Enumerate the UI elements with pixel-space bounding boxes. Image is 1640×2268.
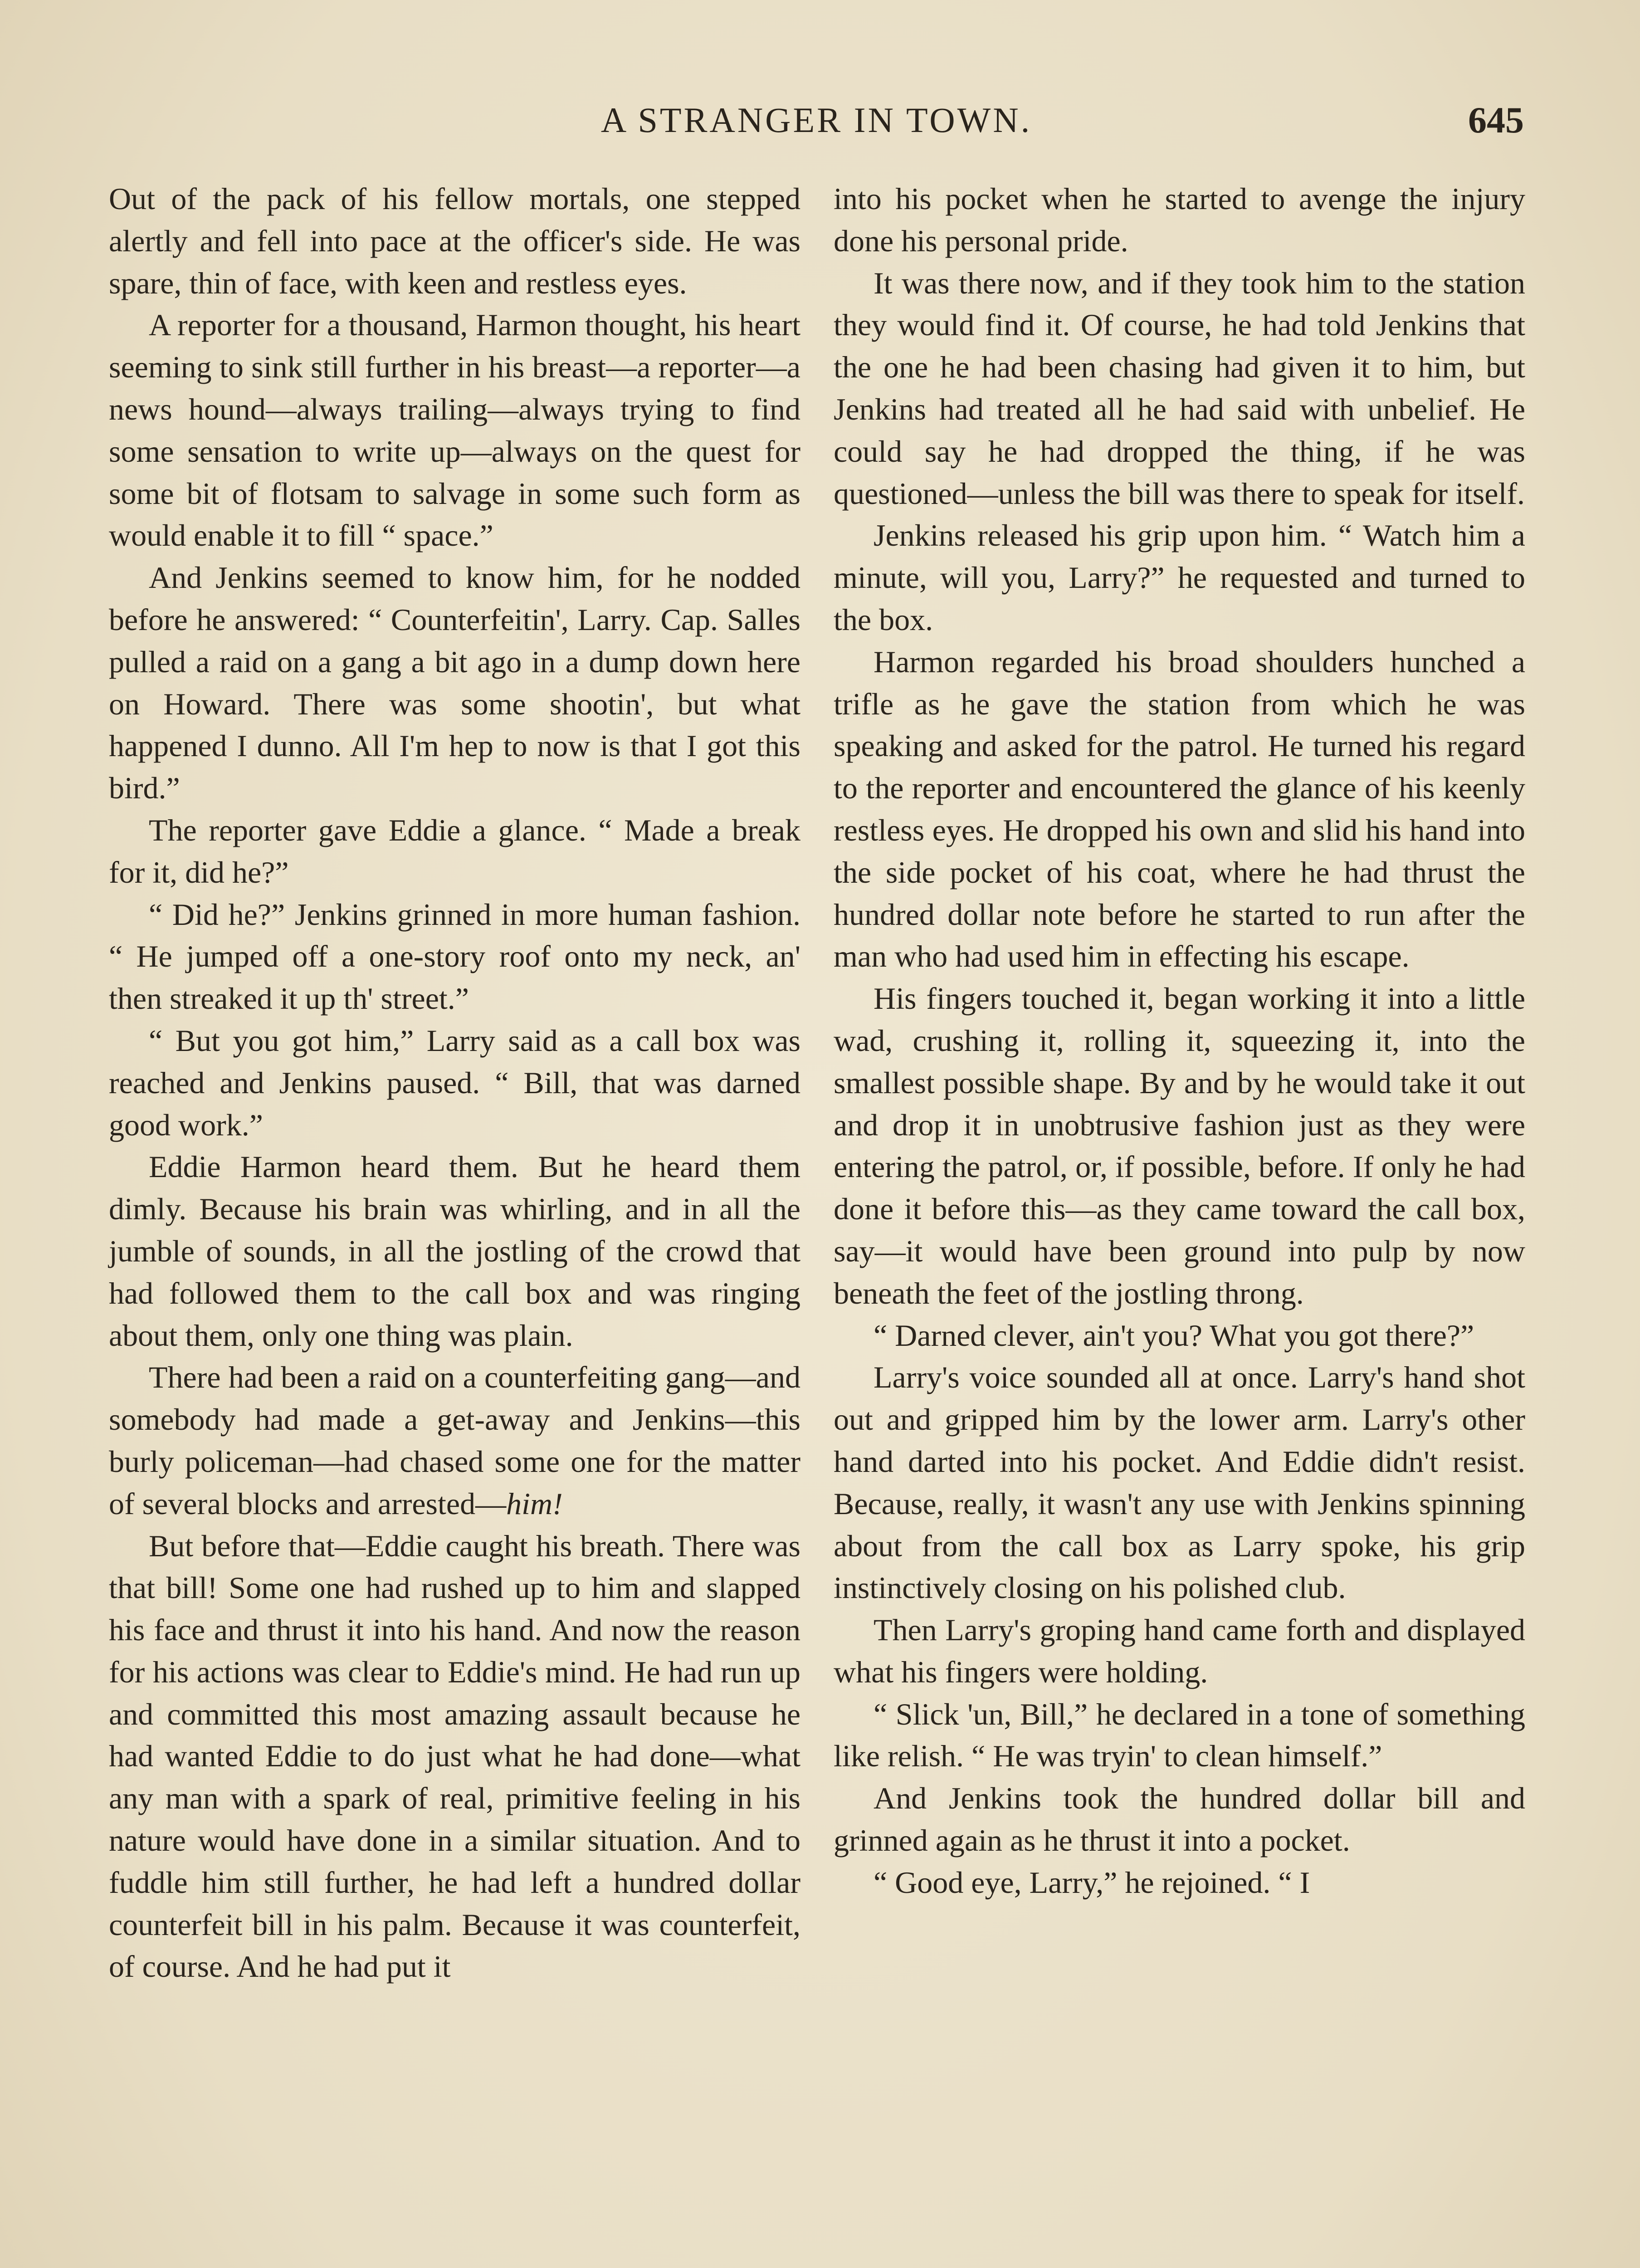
paragraph: And Jenkins seemed to know him, for he nodded before he answered: “ Counterfeitin', Larry. Cap. Salles pulled a raid on a gang a bit ago in a dump down here on Howard. There was some shootin', but what happened I dunno. All I'm hep to now is that I got this bird.”: [109, 560, 800, 806]
paragraph: Jenkins released his grip upon him. “ Watch him a minute, will you, Larry?” he requested and turned to the box.: [834, 518, 1525, 637]
paragraph: “ Darned clever, ain't you? What you got there?”: [874, 1318, 1474, 1353]
text-column-right: [834, 178, 1525, 1904]
page-header: [109, 95, 1524, 145]
paragraph: Eddie Harmon heard them. But he heard them dimly. Because his brain was whirling, and in all the jumble of sounds, in all the jostling of the crowd that had followed them to the call box and was ringing about them, only one thing was plain.: [109, 1149, 800, 1353]
paragraph: “ Good eye, Larry,” he rejoined. “ I: [874, 1865, 1310, 1900]
paragraph: Larry's voice sounded all at once. Larry's hand shot out and gripped him by the lower arm. Larry's other hand darted into his pocket. And Eddie didn't resist. Because, really, it wasn't any use with Jenkins spinning about from the call box as Larry spoke, his grip instinctively closing on his polished club.: [834, 1360, 1525, 1605]
text-column-left: [109, 178, 800, 1988]
paragraph: But before that—Eddie caught his breath. There was that bill! Some one had rushed up to him and slapped his face and thrust it into his hand. And now the reason for his actions was clear to Eddie's mind. He had run up and committed this most amazing assault because he had wanted Eddie to do just what he had done—what any man with a spark of real, primitive feeling in his nature would have done in a similar situation. And to fuddle him still further, he had left a hundred dollar counterfeit bill in his palm. Because it was counterfeit, of course. And he had put it: [109, 1528, 800, 1984]
paragraph: “ Slick 'un, Bill,” he declared in a tone of something like relish. “ He was tryin' to clean himself.”: [834, 1696, 1525, 1774]
paragraph: Harmon regarded his broad shoulders hunched a trifle as he gave the station from which he was speaking and asked for the patrol. He turned his regard to the reporter and encountered the glance of his keenly restless eyes. He dropped his own and slid his hand into the side pocket of his coat, where he had thrust the hundred dollar note before he started to run after the man who had used him in effecting his escape.: [834, 644, 1525, 974]
paragraph: It was there now, and if they took him to the station they would find it. Of course, he had told Jenkins that the one he had been chasing had given it to him, but Jenkins had treated all he had said with unbelief. He could say he had dropped the thing, if he was questioned—unless the bill was there to speak for itself.: [834, 265, 1525, 511]
emphasis-text: him!: [506, 1486, 563, 1521]
paragraph-with-emphasis: [109, 1356, 800, 1525]
paragraph-text: There had been a raid on a counterfeiting gang—and somebody had made a get-away and Jenkins—this burly policeman—had chased some one for the matter of several blocks and arrested—: [109, 1360, 800, 1521]
running-title: A STRANGER IN TOWN.: [600, 100, 1032, 140]
paragraph: A reporter for a thousand, Harmon thought, his heart seeming to sink still further in his breast—a reporter—a news hound—always trailing—always trying to find some sensation to write up—always on the quest for some bit of flotsam to salvage in some such form as would enable it to fill “ space.”: [109, 308, 800, 553]
paragraph: “ Did he?” Jenkins grinned in more human fashion. “ He jumped off a one-story roof onto my neck, an' then streaked it up th' street.”: [109, 897, 800, 1016]
paragraph: Then Larry's groping hand came forth and displayed what his fingers were holding.: [834, 1613, 1525, 1689]
paragraph: The reporter gave Eddie a glance. “ Made a break for it, did he?”: [109, 812, 800, 890]
paragraph-continued: into his pocket when he started to avenge the injury done his personal pride.: [834, 181, 1525, 258]
paragraph: “ But you got him,” Larry said as a call box was reached and Jenkins paused. “ Bill, that was darned good work.”: [109, 1023, 800, 1142]
paragraph: And Jenkins took the hundred dollar bill and grinned again as he thrust it into a pocket.: [834, 1781, 1525, 1858]
paragraph: Out of the pack of his fellow mortals, one stepped alertly and fell into pace at the officer's side. He was spare, thin of face, with keen and restless eyes.: [109, 181, 800, 300]
page-number: 645: [1468, 99, 1524, 141]
paragraph: His fingers touched it, began working it into a little wad, crushing it, rolling it, squeezing it, into the smallest possible shape. By and by he would take it out and drop it in unobtrusive fashion just as they were entering the patrol, or, if possible, before. If only he had done it before this—as they came toward the call box, say—it would have been ground into pulp by now beneath the feet of the jostling throng.: [834, 981, 1525, 1310]
